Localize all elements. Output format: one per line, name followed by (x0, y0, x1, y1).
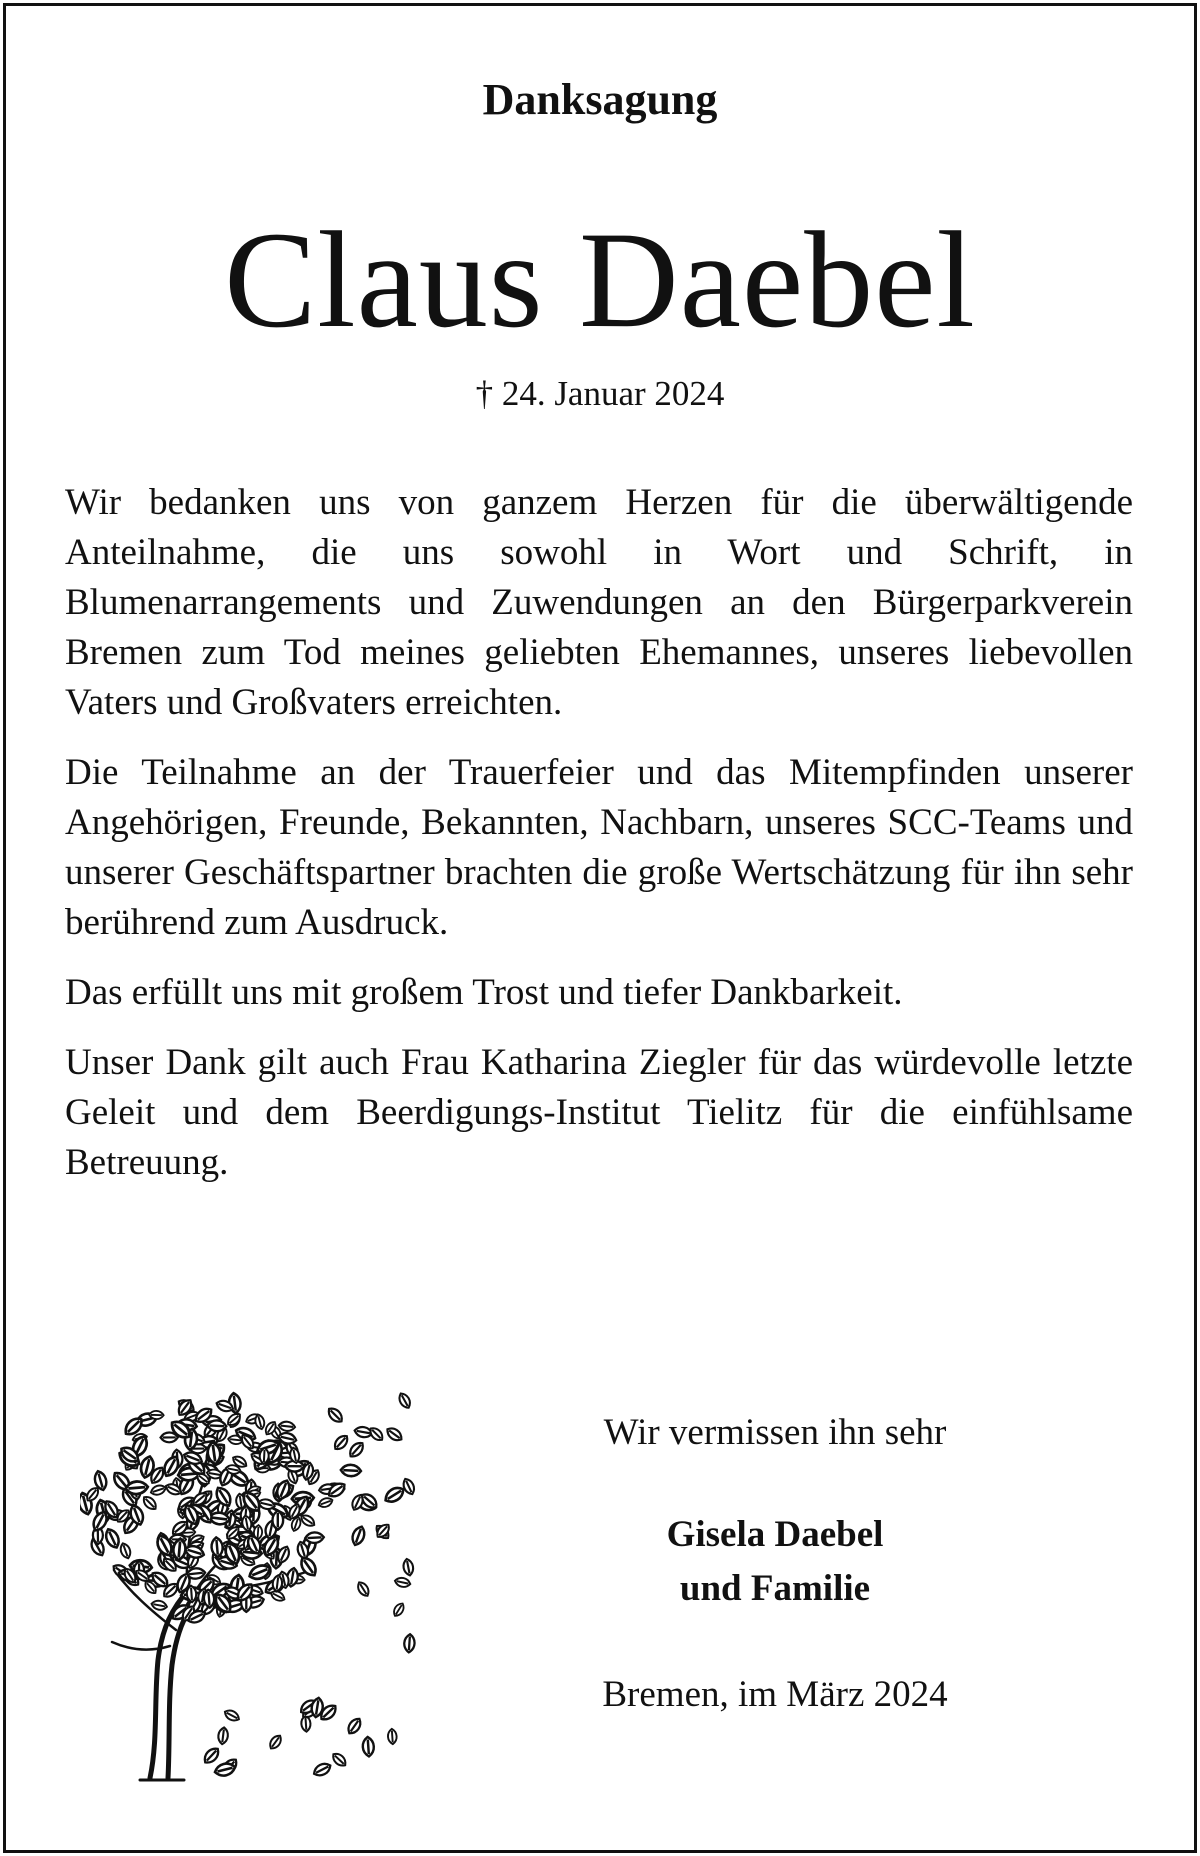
wind-blown-tree-icon (80, 1360, 420, 1790)
paragraph-4: Unser Dank gilt auch Frau Katharina Ziegler für das würdevolle letzte Geleit und dem Beerdigungs-Institut Tielitz für die einfühlsame Betreuung. (65, 1042, 1133, 1183)
paragraph-1: Wir bedanken uns von ganzem Herzen für die überwältigende Anteilnahme, die uns sowohl in Wort und Schrift, in Blumenarrangements und Zuwendungen an den Bürgerparkverein Bremen zum Tod meines geliebten Ehemannes, unseres liebevollen Vaters und Großvaters erreichten. (65, 482, 1133, 723)
paragraph-2: Die Teilnahme an der Trauerfeier und das Mitempfinden unserer Angehörigen, Freunde, Bekannten, Nachbarn, unseres SCC-Teams und unserer Geschäftspartner brachten die große Wertschätzung für ihn sehr berührend zum Ausdruck. (65, 752, 1133, 943)
paragraph-3: Das erfüllt uns mit großem Trost und tiefer Dankbarkeit. (65, 972, 903, 1013)
place-and-date: Bremen, im März 2024 (602, 1674, 948, 1715)
deceased-name: Claus Daebel (224, 203, 976, 356)
signer (520, 1508, 1030, 1616)
closing-line: Wir vermissen ihn sehr (603, 1412, 947, 1453)
thank-you-text (65, 478, 1133, 1208)
notice-heading: Danksagung (482, 75, 718, 124)
signer-family: und Familie (679, 1568, 871, 1609)
signer-name: Gisela Daebel (666, 1514, 884, 1555)
death-date: † 24. Januar 2024 (475, 374, 725, 413)
